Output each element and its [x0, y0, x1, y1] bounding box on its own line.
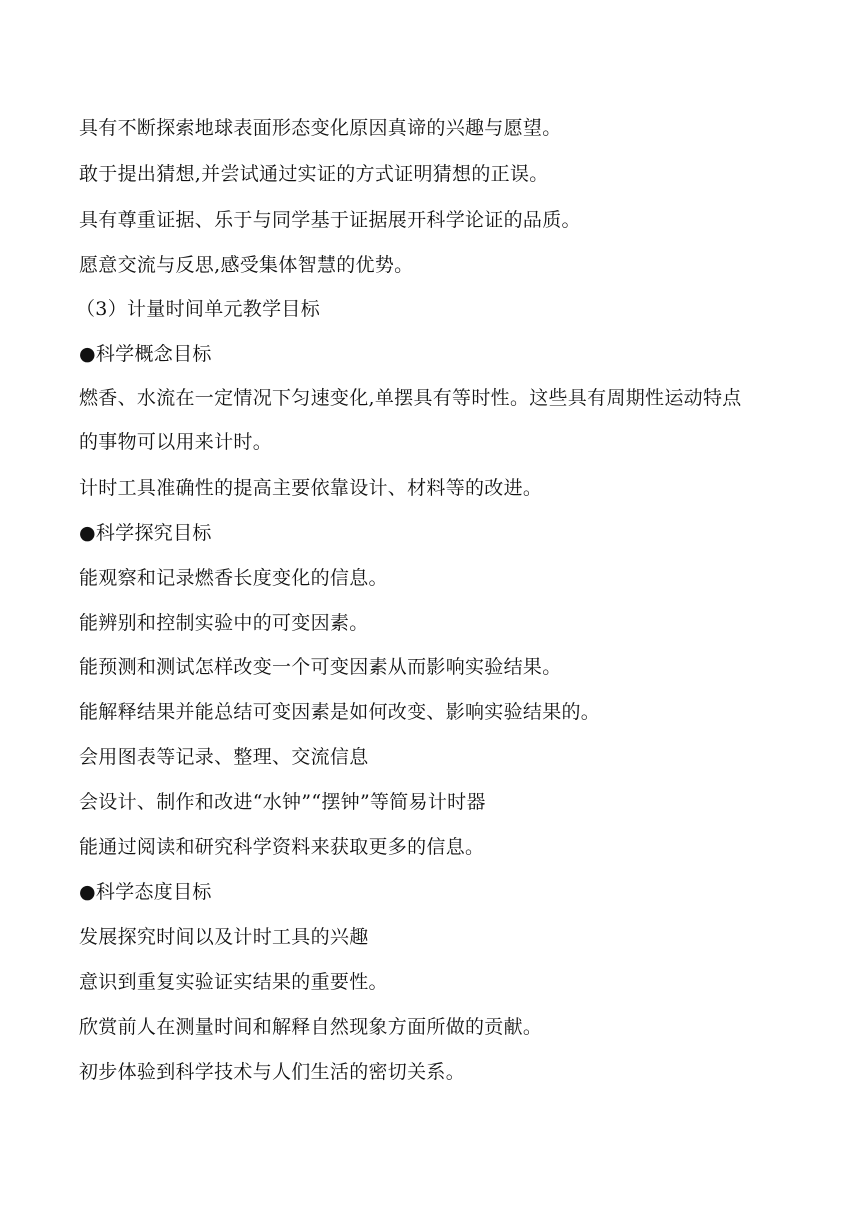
paragraph-line: 具有不断探索地球表面形态变化原因真谛的兴趣与愿望。: [79, 117, 562, 139]
inquiry-goal-line: 会用图表等记录、整理、交流信息: [79, 746, 369, 768]
inquiry-goal-line: 能预测和测试怎样改变一个可变因素从而影响实验结果。: [79, 656, 562, 678]
paragraph-line: 具有尊重证据、乐于与同学基于证据展开科学论证的品质。: [79, 209, 581, 231]
inquiry-goal-line: 能观察和记录燃香长度变化的信息。: [79, 567, 388, 589]
inquiry-goal-line: 能解释结果并能总结可变因素是如何改变、影响实验结果的。: [79, 701, 601, 723]
attitude-goal-line: 欣赏前人在测量时间和解释自然现象方面所做的贡献。: [79, 1016, 543, 1038]
paragraph-line: 敢于提出猜想,并尝试通过实证的方式证明猜想的正误。: [79, 163, 549, 185]
concept-goal-line: 的事物可以用来计时。: [79, 431, 273, 453]
inquiry-goal-line: 能通过阅读和研究科学资料来获取更多的信息。: [79, 836, 485, 858]
inquiry-goal-line: 会设计、制作和改进“水钟”“摆钟”等简易计时器: [79, 791, 486, 813]
attitude-goal-line: 发展探究时间以及计时工具的兴趣: [79, 926, 369, 948]
attitude-goal-line: 意识到重复实验证实结果的重要性。: [79, 971, 388, 993]
concept-goals-heading: ●科学概念目标: [79, 343, 212, 365]
inquiry-goals-heading: ●科学探究目标: [79, 522, 212, 544]
inquiry-goal-line: 能辨别和控制实验中的可变因素。: [79, 612, 369, 634]
attitude-goal-line: 初步体验到科学技术与人们生活的密切关系。: [79, 1061, 466, 1083]
attitude-goals-heading: ●科学态度目标: [79, 881, 212, 903]
paragraph-line: 愿意交流与反思,感受集体智慧的优势。: [79, 254, 414, 276]
concept-goal-line: 计时工具准确性的提高主要依靠设计、材料等的改进。: [79, 477, 543, 499]
section-heading: （3）计量时间单元教学目标: [76, 298, 320, 320]
concept-goal-line: 燃香、水流在一定情况下匀速变化,单摆具有等时性。这些具有周期性运动特点: [79, 387, 742, 409]
